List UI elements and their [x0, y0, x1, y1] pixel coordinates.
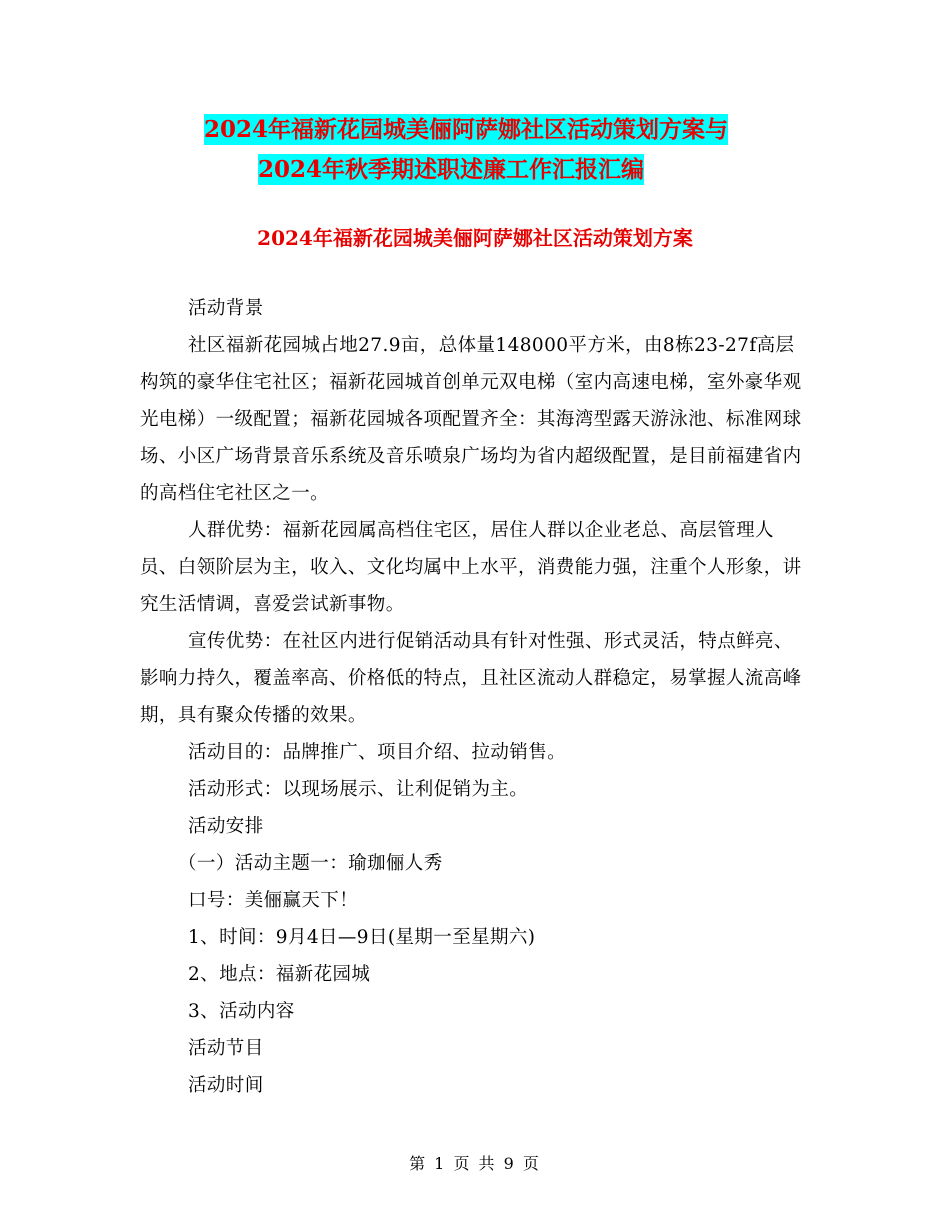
paragraph-activity-program: 活动节目: [188, 1038, 264, 1059]
page-footer: 第 1 页 共 9 页: [409, 1154, 541, 1173]
paragraph-slogan: 口号：美俪赢天下！: [188, 890, 359, 911]
paragraph-time: 1、时间：9月4日—9日(星期一至星期六): [188, 927, 536, 948]
paragraph-activity-time: 活动时间: [188, 1075, 264, 1096]
main-title-line-1-text: 2024年福新花园城美俪阿萨娜社区活动策划方案与: [204, 116, 729, 143]
section-title: 2024年福新花园城美俪阿萨娜社区活动策划方案: [257, 226, 693, 250]
main-title-line-2-text: 2024年秋季期述职述廉工作汇报汇编: [258, 156, 645, 183]
paragraph-activity-content: 3、活动内容: [188, 1001, 295, 1022]
paragraph-activity-purpose: 活动目的：品牌推广、项目介绍、拉动销售。: [188, 742, 567, 763]
main-title-line-1: [140, 110, 820, 150]
paragraph-theme-one: （一）活动主题一：瑜珈俪人秀: [178, 853, 443, 874]
document-body: [140, 290, 810, 1104]
paragraph-background-heading: 活动背景: [188, 298, 264, 319]
document-main-title: [140, 110, 820, 190]
paragraph-promotion-advantage: 宣传优势：在社区内进行促销活动具有针对性强、形式灵活，特点鲜亮、影响力持久，覆盖率高、价格低的特点，且社区流动人群稳定，易掌握人流高峰期，具有聚众传播的效果。: [140, 631, 802, 726]
paragraph-community-intro: 社区福新花园城占地27.9亩，总体量148000平方米，由8栋23-27f高层构筑的豪华住宅社区；福新花园城首创单元双电梯（室内高速电梯，室外豪华观光电梯）一级配置；福新花园城各项配置齐全：其海湾型露天游泳池、标准网球场、小区广场背景音乐系统及音乐喷泉广场均为省内超级配置，是目前福建省内的高档住宅社区之一。: [140, 335, 802, 504]
paragraph-activity-arrangement: 活动安排: [188, 816, 264, 837]
main-title-line-2: [140, 150, 820, 190]
paragraph-crowd-advantage: 人群优势：福新花园属高档住宅区，居住人群以企业老总、高层管理人员、白领阶层为主，收入、文化均属中上水平，消费能力强，注重个人形象，讲究生活情调，喜爱尝试新事物。: [140, 520, 802, 615]
paragraph-activity-form: 活动形式：以现场展示、让利促销为主。: [188, 779, 529, 800]
paragraph-location: 2、地点：福新花园城: [188, 964, 371, 985]
